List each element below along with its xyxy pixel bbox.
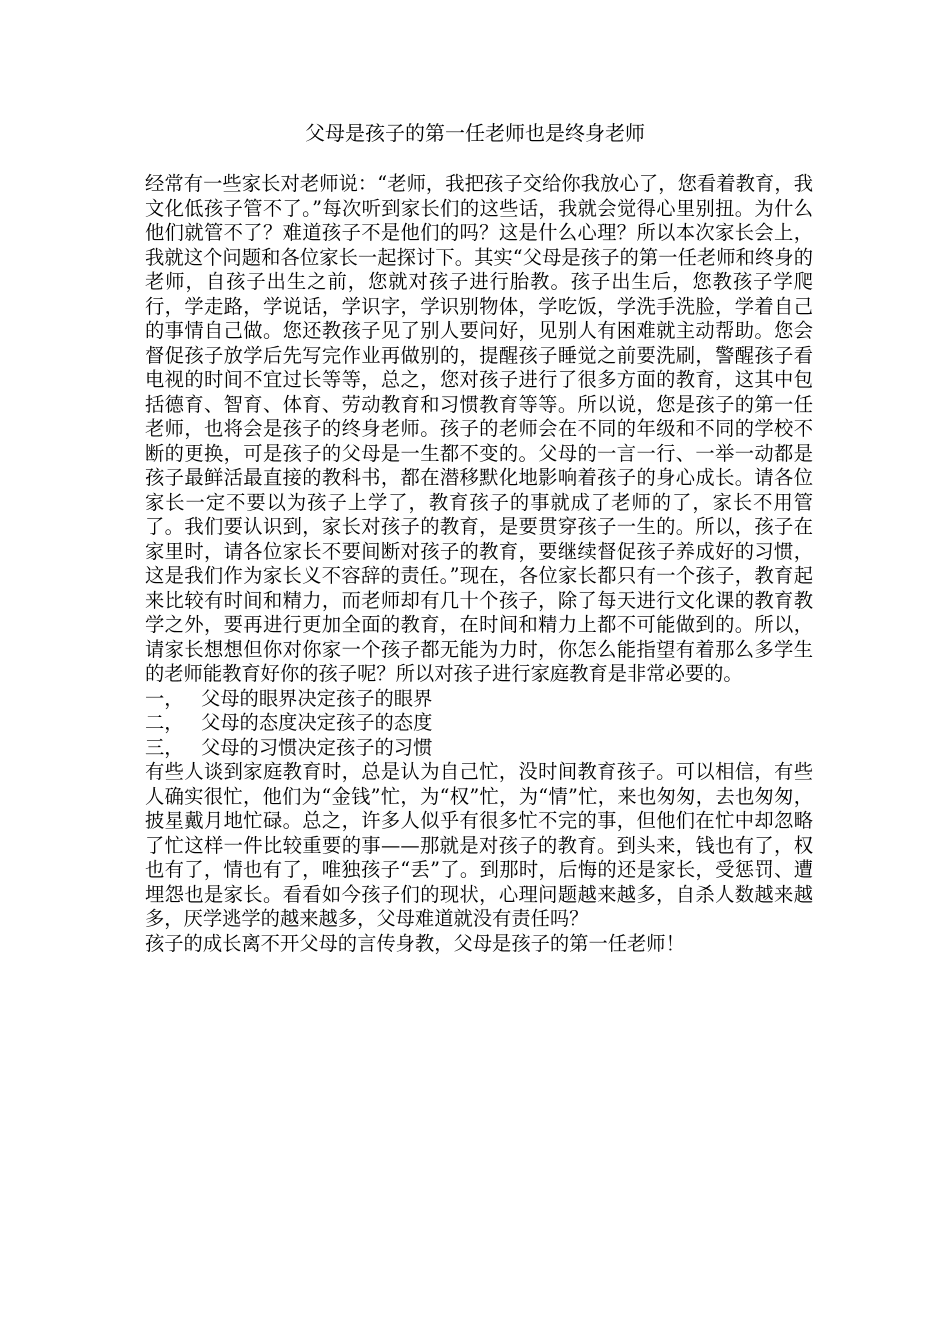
document-title: 父母是孩子的第一任老师也是终身老师 [305, 121, 645, 145]
paragraph-busy-parents: 有些人谈到家庭教育时，总是认为自己忙，没时间教育孩子。可以相信，有些人确实很忙，他们为“金钱”忙，为“权”忙，为“情”忙，来也匆匆，去也匆匆，披星戴月地忙碌。总之，许多人似乎有很多忙不完的事，但他们在忙中却忽略了忙这样一件比较重要的事——那就是对孩子的教育。到头来，钱也有了，权也有了，情也有了，唯独孩子“丢”了。到那时，后悔的还是家长，受惩罚、遭埋怨也是家长。看看如今孩子们的现状，心理问题越来越多，自杀人数越来越多，厌学逃学的越来越多，父母难道就没有责任吗？ [145, 760, 813, 930]
list-text: 父母的态度决定孩子的态度 [201, 711, 433, 734]
list-marker: 二， [145, 711, 184, 734]
document-body [145, 172, 813, 956]
list-text: 父母的眼界决定孩子的眼界 [201, 686, 433, 710]
list-item [145, 711, 813, 736]
list-item [145, 687, 813, 712]
list-marker: 三， [145, 735, 184, 759]
list-text: 父母的习惯决定孩子的习惯 [201, 735, 433, 759]
list-marker: 一， [145, 686, 184, 710]
paragraph-intro: 经常有一些家长对老师说：“老师，我把孩子交给你我放心了，您看着教育，我文化低孩子管不了。”每次听到家长们的这些话，我就会觉得心里别扭。为什么他们就管不了？难道孩子不是他们的吗？这是什么心理？所以本次家长会上，我就这个问题和各位家长一起探讨下。其实“父母是孩子的第一任老师和终身的老师，自孩子出生之前，您就对孩子进行胎教。孩子出生后，您教孩子学爬行，学走路，学说话，学识字，学识别物体，学吃饭，学洗手洗脸，学着自己的事情自己做。您还教孩子见了别人要问好，见别人有困难就主动帮助。您会督促孩子放学后先写完作业再做别的，提醒孩子睡觉之前要洗刷，警醒孩子看电视的时间不宜过长等等，总之，您对孩子进行了很多方面的教育，这其中包括德育、智育、体育、劳动教育和习惯教育等等。所以说，您是孩子的第一任老师，也将会是孩子的终身老师。孩子的老师会在不同的年级和不同的学校不断的更换，可是孩子的父母是一生都不变的。父母的一言一行、一举一动都是孩子最鲜活最直接的教科书，都在潜移默化地影响着孩子的身心成长。请各位家长一定不要以为孩子上学了，教育孩子的事就成了老师的了，家长不用管了。我们要认识到，家长对孩子的教育，是要贯穿孩子一生的。所以，孩子在家里时，请各位家长不要间断对孩子的教育，要继续督促孩子养成好的习惯，这是我们作为家长义不容辞的责任。”现在，各位家长都只有一个孩子，教育起来比较有时间和精力，而老师却有几十个孩子，除了每天进行文化课的教育教学之外，要再进行更加全面的教育，在时间和精力上都不可能做到的。所以，请家长想想但你对你家一个孩子都无能为力时，你怎么能指望有着那么多学生的老师能教育好你的孩子呢？所以对孩子进行家庭教育是非常必要的。 [145, 172, 813, 685]
list-item [145, 736, 813, 761]
paragraph-conclusion: 孩子的成长离不开父母的言传身教，父母是孩子的第一任老师！ [145, 931, 685, 955]
